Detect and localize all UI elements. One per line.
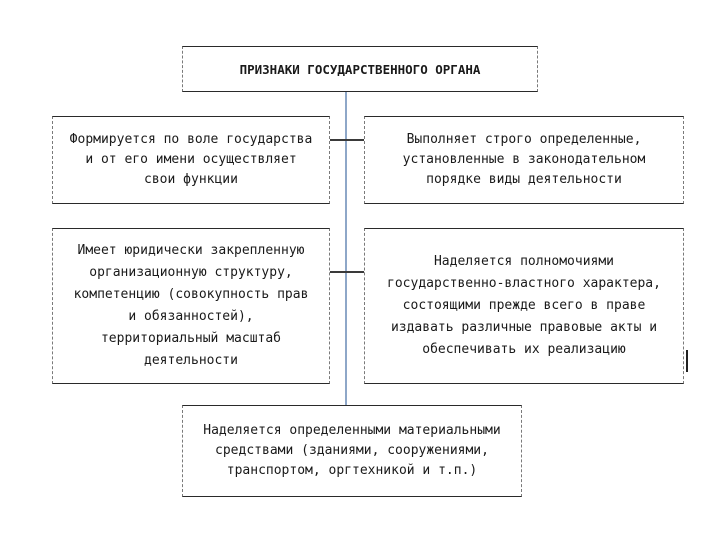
- feature-box-resources: [182, 405, 522, 497]
- feature-box-activities: [364, 116, 684, 204]
- box-text-line: издавать различные правовые акты и: [390, 320, 658, 335]
- feature-box-structure: [52, 228, 330, 384]
- box-text-line: деятельности: [144, 353, 238, 368]
- diagram-title: ПРИЗНАКИ ГОСУДАРСТВЕННОГО ОРГАНА: [239, 61, 481, 77]
- box-text-line: государственно-властного характера,: [387, 276, 661, 291]
- diagram-title-box: [182, 46, 538, 92]
- box-text-line: Наделяется полномочиями: [433, 254, 614, 269]
- box-text-line: транспортом, оргтехникой и т.п.): [226, 463, 478, 478]
- box-text-line: Имеет юридически закрепленную: [77, 243, 305, 258]
- box-text-line: Формируется по воле государства: [69, 132, 313, 147]
- horizontal-connector-row-2: [330, 271, 364, 273]
- box-text-line: обеспечивать их реализацию: [422, 342, 626, 357]
- box-text-line: установленные в законодательном: [402, 152, 646, 167]
- box-text-line: свои функции: [144, 172, 238, 187]
- box-text-line: Наделяется определенными материальными: [203, 423, 501, 438]
- box-text-line: средствами (зданиями, сооружениями,: [215, 443, 489, 458]
- box-text-line: Выполняет строго определенные,: [406, 132, 642, 147]
- box-text-line: и обязанностей),: [128, 309, 254, 324]
- box-text-line: состоящими прежде всего в праве: [402, 298, 646, 313]
- box-text-line: порядке виды деятельности: [426, 172, 622, 187]
- feature-box-formation: [52, 116, 330, 204]
- box-text-line: и от его имени осуществляет: [85, 152, 297, 167]
- box-text-line: организационную структуру,: [89, 265, 293, 280]
- feature-box-powers: [364, 228, 684, 384]
- box-text-line: территориальный масштаб: [100, 331, 281, 346]
- edge-mark: [686, 350, 688, 372]
- horizontal-connector-row-1: [330, 139, 364, 141]
- box-text-line: компетенцию (совокупность прав: [73, 287, 309, 302]
